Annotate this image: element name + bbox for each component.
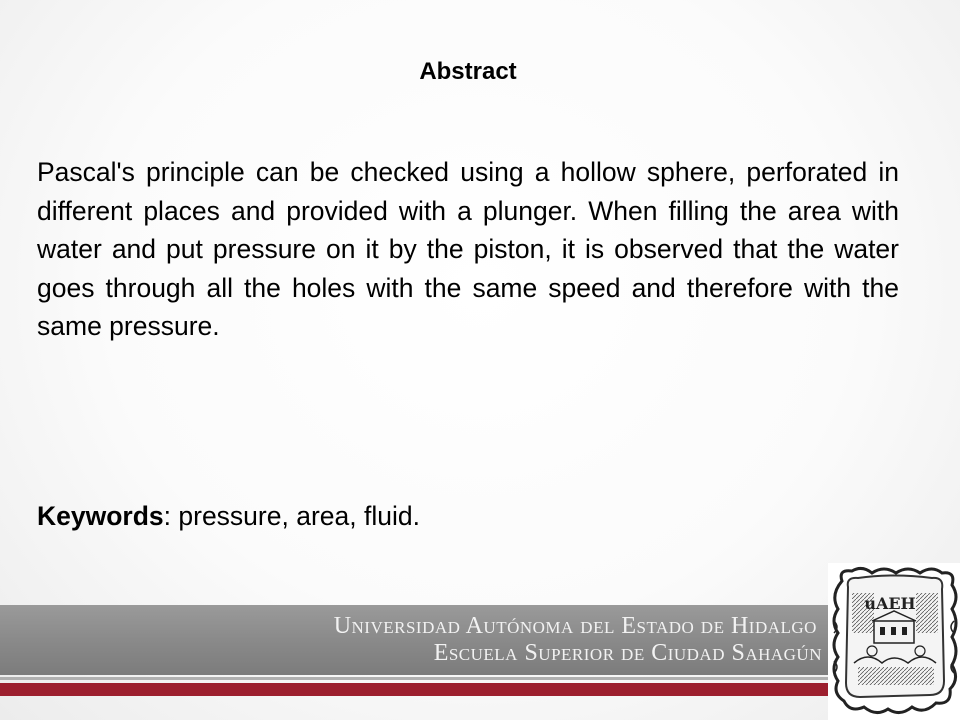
seal-lettering: uAEH	[864, 594, 916, 613]
university-seal-icon	[828, 563, 960, 720]
university-name: Universidad Autónoma del Estado de Hidalgo	[333, 613, 817, 639]
keywords-value: : pressure, area, fluid.	[163, 501, 420, 531]
abstract-body: Pascal's principle can be checked using a hollow sphere, perforated in different places and provided with a plunger. When filling the area with water and put pressure on it by the piston, it is observed that the water goes through all the holes with the same speed and therefore with the same pressure.	[37, 157, 899, 341]
footer-red-stripe	[0, 683, 960, 696]
footer-divider	[0, 677, 960, 680]
footer-institution	[334, 613, 822, 667]
school-name: Escuela Superior de Ciudad Sahagún	[433, 640, 822, 666]
keywords-line	[37, 497, 420, 535]
keywords-label: Keywords	[37, 501, 164, 531]
abstract-title: Abstract	[419, 58, 517, 85]
